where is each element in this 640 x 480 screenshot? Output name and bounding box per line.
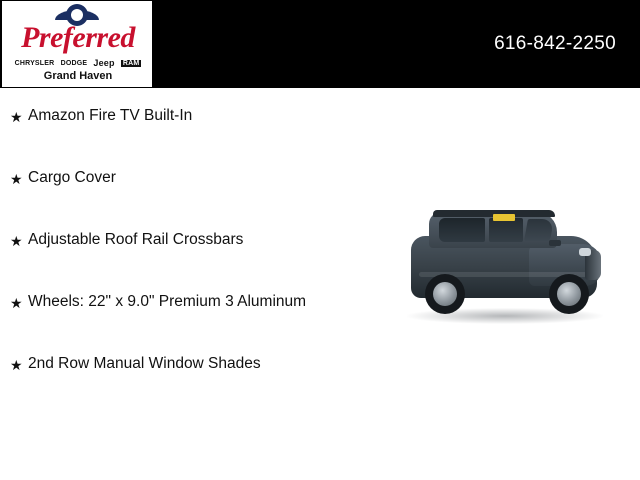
list-item bbox=[0, 106, 380, 168]
list-item bbox=[0, 354, 380, 416]
logo-wordmark: Preferred bbox=[21, 21, 135, 54]
dealer-logo[interactable] bbox=[2, 1, 152, 87]
list-item bbox=[0, 292, 380, 354]
brand-dodge: DODGE bbox=[60, 59, 88, 67]
feature-label: Amazon Fire TV Built-In bbox=[28, 107, 193, 124]
list-item bbox=[0, 168, 380, 230]
brand-ram: RAM bbox=[122, 59, 140, 67]
logo-brand-list bbox=[3, 58, 152, 68]
star-bullet-icon: ★ bbox=[10, 357, 23, 373]
star-bullet-icon: ★ bbox=[10, 109, 23, 125]
list-item bbox=[0, 230, 380, 292]
brand-chrysler: CHRYSLER bbox=[14, 59, 55, 67]
star-bullet-icon: ★ bbox=[10, 233, 23, 249]
phone-number[interactable]: 616-842-2250 bbox=[494, 33, 616, 54]
brand-jeep: Jeep bbox=[93, 58, 115, 68]
logo-city: Grand Haven bbox=[43, 70, 113, 82]
vehicle-photo[interactable] bbox=[389, 188, 621, 358]
vehicle-rear-wheel bbox=[425, 274, 465, 314]
vehicle-rear-window bbox=[439, 218, 485, 242]
star-bullet-icon: ★ bbox=[10, 171, 23, 187]
vehicle-window-tag bbox=[493, 214, 515, 221]
star-bullet-icon: ★ bbox=[10, 295, 23, 311]
feature-label: Cargo Cover bbox=[28, 169, 116, 186]
vehicle-mirror bbox=[549, 240, 561, 246]
feature-label: 2nd Row Manual Window Shades bbox=[28, 355, 261, 372]
main-content bbox=[0, 88, 640, 480]
feature-label: Wheels: 22" x 9.0" Premium 3 Aluminum bbox=[28, 293, 307, 310]
feature-list bbox=[0, 106, 380, 416]
vehicle-windshield bbox=[524, 219, 554, 241]
vehicle-side-window bbox=[489, 218, 523, 242]
vehicle-headlight bbox=[579, 248, 591, 256]
feature-label: Adjustable Roof Rail Crossbars bbox=[28, 231, 244, 248]
vehicle-front-wheel bbox=[549, 274, 589, 314]
site-header bbox=[0, 0, 640, 88]
